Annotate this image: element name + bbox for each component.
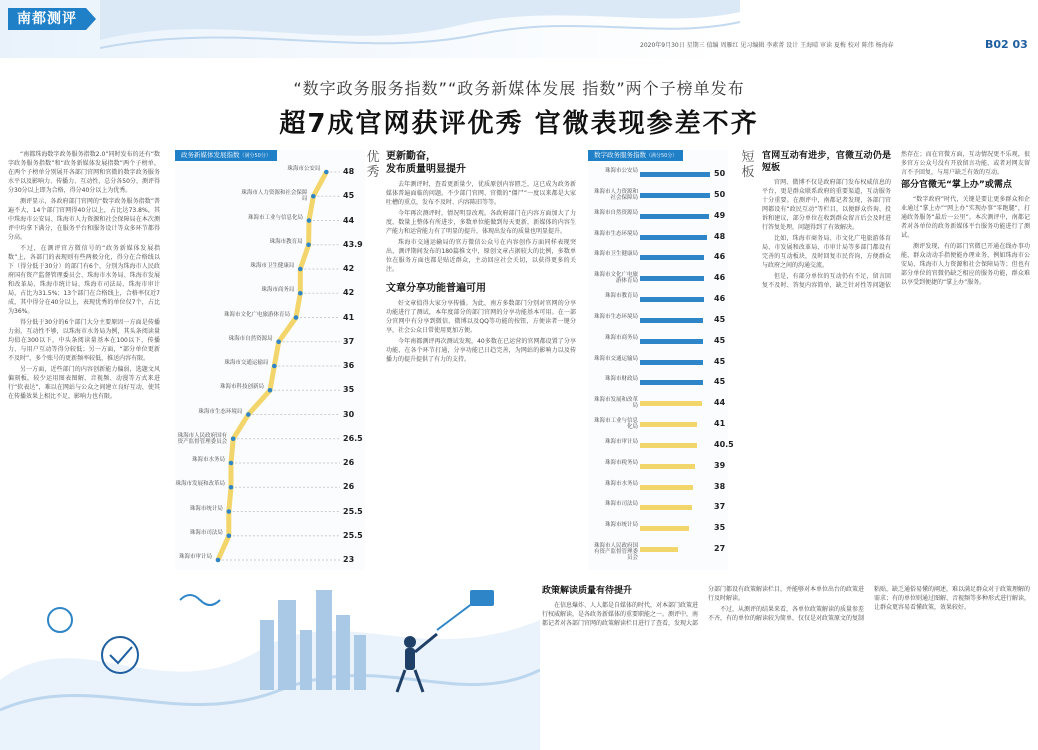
category-label: 珠海市人民政府国有资产监督管理委员会	[177, 432, 228, 445]
category-label: 珠海市生态环境局	[593, 313, 638, 320]
data-point	[324, 170, 329, 175]
bar	[640, 214, 709, 219]
category-label: 珠海市商务局	[604, 334, 638, 341]
value-label: 41	[714, 419, 726, 429]
bar	[640, 443, 697, 448]
bar	[640, 276, 704, 281]
paragraph: 珠海市交通运输局的官方微信公众号在内容创作方面同样表现突出，测评期间发布的180篇推文中，原创文章占据较大的比例，多数单位在服务方面也都是贴近群众，主动回应社会关切，以获得更多的关注。	[386, 239, 576, 273]
section-title: 政策解读质量有待提升	[542, 586, 633, 596]
bar	[640, 339, 703, 344]
right-column	[762, 150, 1030, 560]
category-label: 珠海市生态环境局	[593, 230, 638, 237]
category-label: 珠海市人力资源和社会保障局	[241, 190, 308, 203]
data-point	[231, 436, 236, 441]
value-label: 45	[714, 335, 726, 345]
value-label: 44	[343, 215, 355, 225]
paragraph: 得分低于30分的6个部门大分主要原因一方面是传播力弱，互动性不够，以珠海市水务局为例，其头条阅读量均值在300以下，中头条阅读量基本在100以下，传播力、与用户互动等得分较低；另一方面，“部分单位更新不及时”，多个账号的更新频率较低，推送内容有限。	[8, 319, 160, 362]
bar	[640, 193, 710, 198]
value-label: 45	[714, 314, 726, 324]
value-label: 39	[714, 460, 726, 470]
section-title: 更新勤奋， 发布质量明显提升	[386, 151, 466, 175]
value-label: 43.9	[343, 239, 363, 249]
paragraph: 去年测评时，查看更新量少，优质原创内容匮乏，这已成为政务新媒体普遍面临的问题。不少部门官网、官微的“僵尸”一度以来都是大家吐槽的重点，发布不及时、内容陈旧等等。	[386, 181, 576, 206]
value-label: 45	[343, 191, 355, 201]
page-number: B02 03	[985, 38, 1028, 51]
category-label: 珠海市财政局	[604, 376, 638, 383]
category-label: 珠海市司法局	[604, 501, 638, 508]
value-label: 27	[714, 544, 726, 554]
intro-column	[8, 150, 160, 550]
chart-title: 政务新媒体发展指数（满分50分）	[175, 150, 277, 161]
data-point	[311, 194, 316, 199]
category-label: 珠海市公安局	[604, 168, 638, 174]
category-label: 珠海市公安局	[287, 166, 321, 172]
category-label: 珠海市统计局	[604, 522, 638, 529]
paragraph: 不过，从测评的结果来看，各单位政策解读的质量参差不齐，有的单位的解读较为简单，仅仅是对政策原文的复制粘贴，缺乏通俗易懂的阐述，难以满足群众对于政策理解的需求；有的单位则通过图解、音视频等多种形式进行解读，让群众更容易看懂政策，效果较好。	[708, 586, 1030, 622]
data-point	[307, 218, 312, 223]
wave-decoration	[100, 0, 740, 58]
value-label: 26.5	[343, 433, 363, 443]
bar	[640, 235, 707, 240]
side-label-excellent: 优秀	[366, 150, 380, 180]
data-point	[227, 533, 232, 538]
category-label: 珠海市审计局	[604, 438, 638, 445]
bottom-column	[542, 585, 1030, 745]
data-point	[272, 364, 277, 369]
category-label: 珠海市教育局	[604, 293, 638, 300]
value-label: 50	[714, 189, 726, 199]
paragraph: 今年南都测评再次测试发现，40多数在已运营的官网都设置了分享功能，在各个环节打通，分享功能已日趋完善，为网站的影响力以及传播力的提升提供了有力的支持。	[386, 338, 576, 363]
category-label: 珠海市交通运输局	[593, 355, 638, 362]
headline-subtitle: “数字政务服务指数”“政务新媒体发展 指数”两个子榜单发布	[293, 79, 745, 98]
value-label: 48	[343, 167, 355, 176]
bar	[640, 360, 703, 365]
value-label: 25.5	[343, 506, 363, 516]
category-label: 珠海市工业与信息化局	[247, 214, 303, 221]
data-point	[246, 412, 251, 417]
value-label: 46	[714, 252, 726, 262]
city-illustration	[0, 560, 540, 750]
bar	[640, 255, 704, 260]
bar	[640, 464, 695, 469]
value-label: 25.5	[343, 530, 363, 540]
bar	[640, 380, 703, 385]
bar	[640, 172, 710, 177]
data-point	[306, 242, 311, 247]
category-label: 珠海市人民政府国有资产监督管理委员会	[593, 543, 638, 562]
value-label: 26	[343, 482, 355, 492]
category-label: 珠海市文化广电旅游体育局	[593, 272, 638, 285]
value-label: 50	[714, 169, 726, 178]
value-label: 37	[343, 336, 355, 346]
data-point	[276, 339, 281, 344]
digital-service-index-chart	[588, 150, 734, 570]
value-label: 42	[343, 264, 355, 273]
value-label: 36	[343, 361, 355, 370]
paragraph: 测评发现，有的部门官微已开通在线办事功能，群众动动手指便能办理业务，例如珠海市公安局、珠海市人力资源和社会保障局等；但也有部分单位的官微仍缺乏相应的服务功能，群众难以享受到便捷的“掌上办”服务。	[901, 243, 1030, 286]
data-point	[227, 509, 232, 514]
category-label: 珠海市文化广电旅游体育局	[223, 311, 290, 318]
paragraph: 另一方面，近些部门的内容创新能力偏弱，选题文风偏刻板，较少运用图表图解、音视频、动漫等方式来进行“软表达”，难以在网站与公众之间建立良好互动，使其在传播效果上相比不足，影响力也有限。	[8, 366, 160, 400]
value-label: 49	[714, 210, 726, 220]
section-title: 部分官微无“掌上办”或需点	[901, 180, 1012, 190]
data-point	[229, 485, 234, 490]
value-label: 30	[343, 409, 355, 419]
paragraph: 但是，有部分单位的互动仍有不足，留言回复不及时、答复内容简单，缺乏针对性等问题依然存在；而在官微方面，互动情况更不乐观，很多官方公众号没有开放留言功能，或者对网友留言不予回复，与用户缺乏有效的互动。	[762, 151, 1030, 289]
category-label: 珠海市发展和改革局	[175, 481, 225, 488]
category-label: 珠海市商务局	[261, 287, 295, 294]
data-point	[298, 291, 303, 296]
value-label: 37	[714, 502, 726, 512]
headline-title: 超7成官网获评优秀 官微表现参差不齐	[279, 109, 759, 139]
value-label: 46	[714, 273, 726, 283]
bar	[640, 505, 692, 510]
category-label: 珠海市税务局	[604, 459, 638, 466]
bar	[640, 547, 678, 552]
value-label: 45	[714, 356, 726, 366]
data-point	[268, 388, 273, 393]
value-label: 38	[714, 481, 726, 491]
bar	[640, 318, 703, 323]
section-title: 文章分享功能普遍可用	[386, 283, 486, 294]
paragraph: “数字政府”时代，关键是要让更多群众和企业通过“掌上办”“网上办”实现办事“零跑腿”，打通政务服务“最后一公里”。本次测评中，南都记者对各单位的政务新媒体平台服务功能进行了测试。	[901, 196, 1030, 239]
illustration	[0, 560, 540, 750]
value-label: 41	[343, 312, 355, 322]
category-label: 珠海市自然资源局	[228, 335, 273, 342]
bar	[640, 485, 693, 490]
side-label-shortboard: 短板	[741, 150, 755, 180]
value-label: 40.5	[714, 439, 734, 449]
category-label: 珠海市自然资源局	[593, 209, 638, 216]
category-label: 珠海市水务局	[604, 480, 638, 487]
category-label: 珠海市人力资源和社会保障局	[593, 188, 638, 201]
masthead	[0, 0, 1038, 58]
date-line: 2020年9月30日 星期三 值编 周雁红 见习编辑 李素菁 设计 王海晴 审读 夏梅 校对 陈伟 杨海春	[640, 42, 894, 49]
paragraph: 测评显示，各政府部门官网的“数字政务服务指数”普遍不大，14个部门官网得40分以上，占比达73.8%，其中珠海市公安局、珠海市人力资源和社会保障局在本次测评中均拿下满分，在服务平台和服务设计等众多环节都得分高。	[8, 198, 160, 241]
section-logo: 南都测评	[8, 8, 86, 30]
category-label: 珠海市审计局	[178, 554, 212, 560]
middle-column	[386, 150, 576, 570]
section-title: 官网互动有进步，官微互动仍是短板	[762, 151, 891, 173]
category-label: 珠海市卫生健康局	[593, 251, 638, 258]
data-point	[229, 461, 234, 466]
category-label: 珠海市司法局	[189, 529, 223, 536]
bar	[640, 401, 702, 406]
category-label: 珠海市交通运输局	[224, 360, 269, 366]
value-label: 35	[714, 523, 726, 533]
category-label: 珠海市科技创新局	[219, 384, 264, 391]
data-point	[298, 267, 303, 272]
chart-title: 数字政务服务指数（满分50分）	[588, 150, 683, 161]
paragraph: 比如，珠海市商务局、市文化广电旅游体育局、市发展和改革局、市审计局等多部门都设有完善的互动板块，及时回复市民咨询，方便群众与政府之间的沟通交流。	[762, 235, 891, 269]
paragraph: “南都珠海数字政务服务指数2.0”同时发布的还有“数字政务服务指数”和“政务新媒体发展指数”两个子榜单，在两个子榜单分别展开各部门官网和官微的数字政务服务水平以及影响力、传播力、互动性，总分各50分，测评得分30分以上即为合格，得分40分以上为优秀。	[8, 151, 160, 194]
category-label: 珠海市工业与信息化局	[593, 418, 638, 431]
value-label: 26	[343, 458, 355, 467]
paragraph: 今年再次测评时，情况明显改观。各政府部门在内容方面加大了力度，数量上整体有所进步，多数单位能做到每天更新，新媒体的内容生产能力和运营能力有了明显的提升，体现出发布的质量也明显提升。	[386, 210, 576, 235]
category-label: 珠海市水务局	[191, 457, 225, 463]
category-label: 珠海市统计局	[189, 505, 223, 512]
category-label: 珠海市生态环境局	[198, 408, 243, 415]
paragraph: 官网、微博不仅是政府部门发布权威信息的平台，更是群众联系政府的重要渠道，互动服务十分重要。在测评中，南都记者发现，各部门官网都设有“政民互动”等栏目，以便群众咨询、投诉和建议，部分单位在收到群众留言后会及时进行答复处理，问题得到了有效解决。	[762, 179, 891, 231]
paragraph: 好文章值得大家分享传播。为此，南方多数部门分别对官网的分享功能进行了测试，本年度部分的部门官网的分享功能基本可用。在一部分官网中有分享到微信、微博以及QQ等功能的按钮，方便读者一键分享，社会公众日常使用更加方便。	[386, 300, 576, 334]
bar	[640, 526, 689, 531]
value-label: 44	[714, 398, 726, 408]
headline	[0, 76, 1038, 140]
category-label: 珠海市教育局	[269, 238, 303, 245]
new-media-index-chart	[175, 150, 365, 570]
paragraph: 在信息爆炸、人人都是自媒体的时代，对本部门政策进行权威解读，是各政务新媒体的重要职能之一。测评中，南都记者对各部门官网的政策解读栏目进行了查看，发现大部分部门都设有政策解读栏目，并能够对本单位出台的政策进行及时解读。	[542, 586, 865, 627]
category-label: 珠海市卫生健康局	[250, 263, 295, 269]
bar	[640, 422, 697, 427]
value-label: 23	[343, 555, 355, 564]
value-label: 48	[714, 231, 726, 241]
bar	[640, 297, 704, 302]
data-point	[294, 315, 299, 320]
value-label: 42	[343, 288, 355, 298]
value-label: 46	[714, 294, 726, 304]
value-label: 35	[343, 385, 355, 395]
category-label: 珠海市发展和改革局	[593, 397, 638, 410]
value-label: 45	[714, 377, 726, 387]
paragraph: 不过，在测评官方微信号的“政务新媒体发展指数”上，各部门的表现则有些两极分化，得分在合格线以下（得分低于30分）的部门有6个，分别为珠海市人民政府国有资产监督管理委员会、珠海市水务局、珠海市发展和改革局、珠海市统计局、珠海市司法局、珠海市审计局，占比为31.5%；13个部门在合格线上，合格率仅近7成，其中得分在40分以上，表现优秀的单位仅7个，占比为36%。	[8, 245, 160, 315]
